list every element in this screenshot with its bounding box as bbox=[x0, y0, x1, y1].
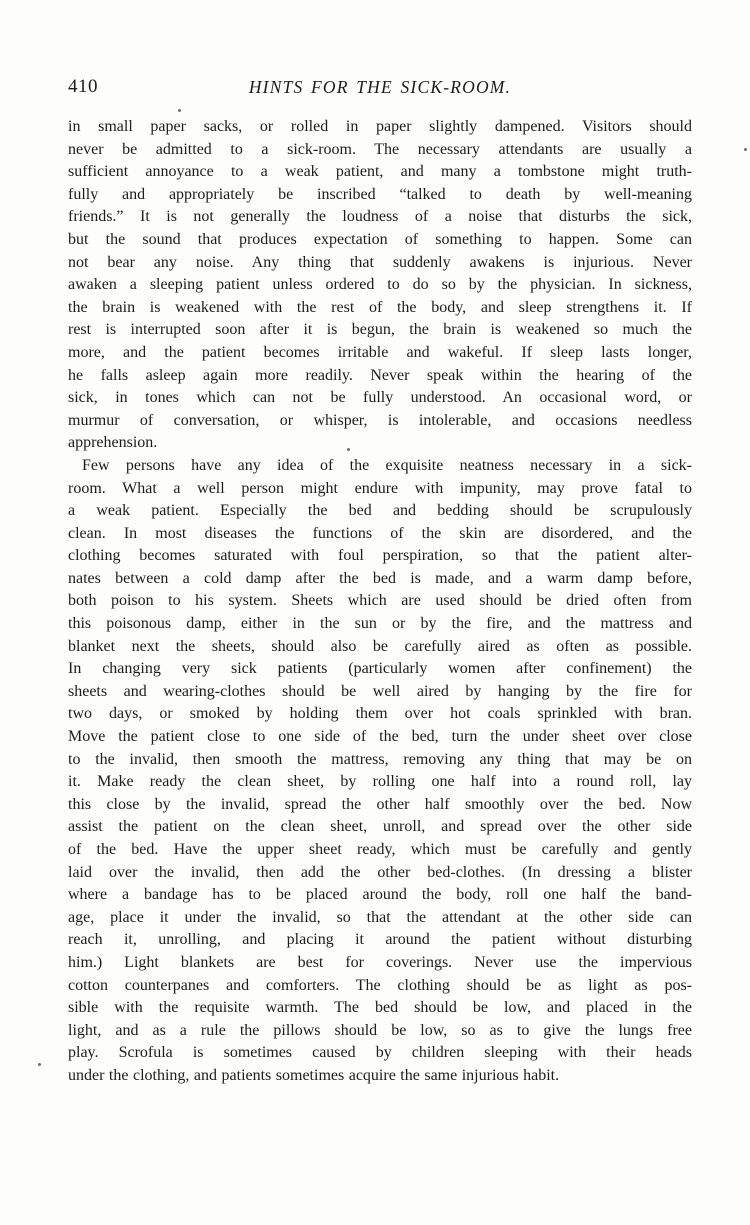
text-line: sick, in tones which can not be fully understood. An occasional word, or bbox=[68, 389, 692, 407]
page-header bbox=[68, 76, 692, 102]
text-line: it. Make ready the clean sheet, by rolling one half into a round roll, lay bbox=[68, 773, 692, 791]
text-line: not bear any noise. Any thing that suddenly awakens is injurious. Never bbox=[68, 253, 692, 271]
text-line: blanket next the sheets, should also be carefully aired as often as possible. bbox=[68, 637, 692, 655]
page-body bbox=[68, 116, 692, 1088]
text-line: of the bed. Have the upper sheet ready, which must be carefully and gently bbox=[68, 841, 692, 858]
text-line: Few persons have any idea of the exquisite neatness necessary in a sick- bbox=[82, 456, 692, 474]
text-line: in small paper sacks, or rolled in paper slightly dampened. Visitors should bbox=[68, 118, 692, 135]
text-line: clothing becomes saturated with foul perspiration, so that the patient alter- bbox=[68, 547, 692, 565]
text-line: assist the patient on the clean sheet, unroll, and spread over the other side bbox=[68, 818, 692, 836]
text-line: friends.” It is not generally the loudness of a noise that disturbs the sick, bbox=[68, 208, 692, 226]
text-line: two days, or smoked by holding them over hot coals sprinkled with bran. bbox=[68, 705, 692, 723]
paragraph bbox=[68, 116, 692, 455]
text-line: light, and as a rule the pillows should be low, so as to give the lungs free bbox=[68, 1021, 692, 1039]
text-line: a weak patient. Especially the bed and bedding should be scrupulously bbox=[68, 502, 692, 520]
text-line: clean. In most diseases the functions of the skin are disordered, and the bbox=[68, 524, 692, 542]
text-line: apprehension. bbox=[68, 434, 158, 452]
text-line: laid over the invalid, then add the other bed-clothes. (In dressing a blister bbox=[68, 863, 692, 881]
scan-artifact-dot bbox=[178, 109, 181, 112]
text-line: sufficient annoyance to a weak patient, and many a tombstone might truth- bbox=[68, 163, 692, 181]
text-line: In changing very sick patients (particularly women after confinement) the bbox=[68, 660, 692, 678]
text-line: nates between a cold damp after the bed is made, and a warm damp before, bbox=[68, 569, 692, 587]
text-line: rest is interrupted soon after it is begun, the brain is weakened so much the bbox=[68, 321, 692, 339]
text-line: more, and the patient becomes irritable and wakeful. If sleep lasts longer, bbox=[68, 343, 692, 361]
text-line: fully and appropriately be inscribed “talked to death by well-meaning bbox=[68, 185, 692, 203]
text-line: awaken a sleeping patient unless ordered to do so by the physician. In sickness, bbox=[68, 276, 692, 294]
text-line: sheets and wearing-clothes should be well aired by hanging by the fire for bbox=[68, 682, 692, 700]
text-line: cotton counterpanes and comforters. The clothing should be as light as pos- bbox=[68, 976, 692, 994]
text-line: the brain is weakened with the rest of the body, and sleep strengthens it. If bbox=[68, 298, 692, 316]
text-line: this poisonous damp, either in the sun or by the fire, and the mattress and bbox=[68, 615, 692, 633]
text-line: age, place it under the invalid, so that the attendant at the other side can bbox=[68, 908, 692, 926]
text-line: room. What a well person might endure with impunity, may prove fatal to bbox=[68, 479, 692, 497]
text-line: both poison to his system. Sheets which are used should be dried often from bbox=[68, 592, 692, 610]
text-line: he falls asleep again more readily. Never speak within the hearing of the bbox=[68, 366, 692, 384]
text-line: to the invalid, then smooth the mattress, removing any thing that may be on bbox=[68, 750, 692, 768]
text-line: play. Scrofula is sometimes caused by children sleeping with their heads bbox=[68, 1044, 692, 1062]
scan-artifact-dot bbox=[347, 448, 350, 451]
text-line: where a bandage has to be placed around the body, roll one half the band- bbox=[68, 886, 692, 904]
scan-artifact-dot bbox=[38, 1063, 41, 1066]
page-number: 410 bbox=[68, 76, 98, 97]
text-line: murmur of conversation, or whisper, is intolerable, and occasions needless bbox=[68, 411, 692, 429]
text-line: never be admitted to a sick-room. The necessary attendants are usually a bbox=[68, 140, 692, 158]
text-line: reach it, unrolling, and placing it around the patient without disturbing bbox=[68, 931, 692, 949]
running-head: HINTS FOR THE SICK-ROOM. bbox=[248, 77, 512, 97]
scan-artifact-dot bbox=[744, 148, 747, 151]
paragraph bbox=[68, 455, 692, 1088]
text-line: this close by the invalid, spread the other half smoothly over the bed. Now bbox=[68, 795, 692, 813]
text-line: sible with the requisite warmth. The bed should be low, and placed in the bbox=[68, 999, 692, 1017]
text-line: under the clothing, and patients sometimes acquire the same injurious habit. bbox=[68, 1066, 560, 1084]
text-line: him.) Light blankets are best for coverings. Never use the impervious bbox=[68, 953, 692, 971]
text-line: but the sound that produces expectation of something to happen. Some can bbox=[68, 230, 692, 248]
text-line: Move the patient close to one side of the bed, turn the under sheet over close bbox=[68, 728, 692, 746]
